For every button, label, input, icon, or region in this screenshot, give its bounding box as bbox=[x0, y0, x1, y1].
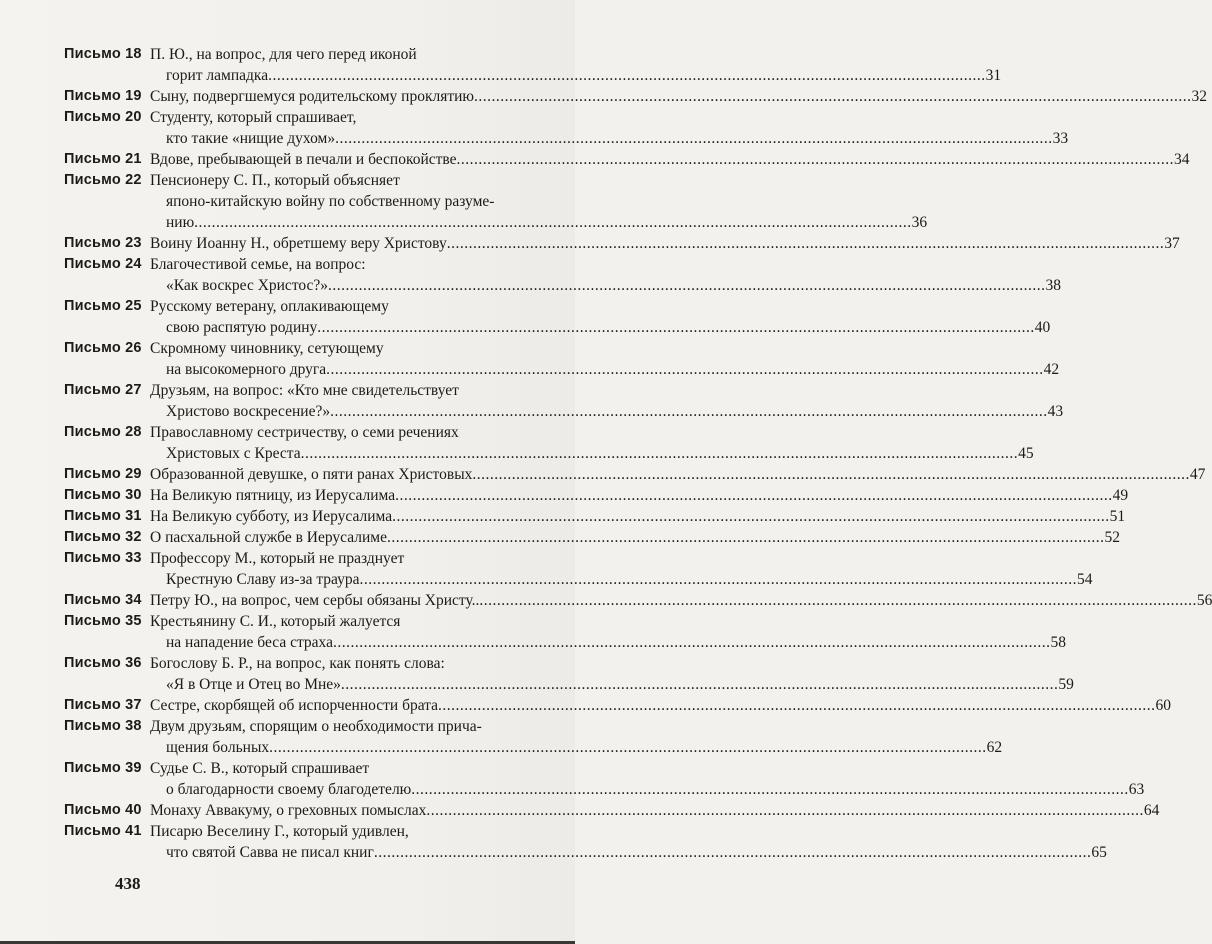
entry-label-word: Письмо bbox=[64, 487, 121, 503]
entry-number: 19 bbox=[125, 88, 142, 104]
entry-title-text: Православному сестричеству, о семи речениях bbox=[150, 424, 459, 441]
entry-page-number: 31 bbox=[985, 67, 1002, 84]
entry-label-word: Письмо bbox=[64, 88, 121, 104]
entry-title-text: Крестьянину С. И., который жалуется bbox=[150, 613, 401, 630]
entry-number: 24 bbox=[125, 256, 142, 272]
entry-title-text: Сестре, скорбящей об испорченности брата bbox=[150, 697, 439, 714]
entry-title-line bbox=[150, 233, 1180, 254]
dot-leader bbox=[301, 443, 1019, 464]
entry-number: 35 bbox=[125, 613, 142, 629]
entry-label bbox=[64, 485, 150, 506]
entry-title-text: на нападение беса страха bbox=[166, 634, 333, 651]
entry-number: 21 bbox=[125, 151, 142, 167]
entry-number: 32 bbox=[125, 529, 142, 545]
entry-page-number: 65 bbox=[1091, 844, 1107, 861]
entry-title-line bbox=[150, 632, 1066, 653]
entry-label-word: Письмо bbox=[64, 424, 121, 440]
entry-label bbox=[64, 527, 150, 548]
entry-label bbox=[64, 695, 150, 716]
toc-entry bbox=[64, 800, 1160, 821]
entry-label-word: Письмо bbox=[64, 298, 121, 314]
entry-page-number: 40 bbox=[1034, 319, 1051, 336]
dot-leader bbox=[335, 128, 1053, 149]
entry-title-line bbox=[150, 254, 514, 275]
entry-title-line bbox=[150, 170, 514, 191]
entry-number: 36 bbox=[125, 655, 142, 671]
entry-label bbox=[64, 653, 150, 674]
entry-label-word: Письмо bbox=[64, 256, 121, 272]
entry-title-text: горит лампадка bbox=[166, 67, 269, 84]
entry-number: 27 bbox=[125, 382, 142, 398]
entry-title-line bbox=[150, 149, 1190, 170]
entry-label-word: Письмо bbox=[64, 592, 121, 608]
toc-entry bbox=[64, 338, 1060, 380]
toc-entry bbox=[64, 86, 1207, 107]
entry-label bbox=[64, 506, 150, 527]
entry-title-text: Студенту, который спрашивает, bbox=[150, 109, 357, 126]
entry-label bbox=[64, 380, 150, 401]
entry-label-word: Письмо bbox=[64, 466, 121, 482]
entry-title-line bbox=[150, 485, 1129, 506]
entry-number: 23 bbox=[125, 235, 142, 251]
dot-leader bbox=[387, 527, 1105, 548]
entry-number: 25 bbox=[125, 298, 142, 314]
entry-label bbox=[64, 821, 150, 842]
entry-title-line bbox=[150, 443, 1034, 464]
entry-page-number: 59 bbox=[1058, 676, 1074, 693]
entry-title-text: Вдове, пребывающей в печали и беспокойстве bbox=[150, 151, 457, 168]
toc-entry bbox=[64, 485, 1129, 506]
dot-leader bbox=[268, 65, 986, 86]
entry-page-number: 42 bbox=[1043, 361, 1060, 378]
entry-title-line bbox=[150, 842, 1107, 863]
entry-number: 41 bbox=[125, 823, 142, 839]
dot-leader bbox=[341, 674, 1059, 695]
entry-label-word: Письмо bbox=[64, 718, 121, 734]
entry-label-word: Письмо bbox=[64, 613, 121, 629]
toc-entry bbox=[64, 422, 1034, 464]
entry-title-line bbox=[150, 191, 514, 212]
dot-leader bbox=[317, 317, 1035, 338]
entry-title-line bbox=[150, 716, 514, 737]
dot-leader bbox=[333, 632, 1051, 653]
toc-entry bbox=[64, 590, 1212, 611]
entry-page-number: 62 bbox=[986, 739, 1003, 756]
dot-leader bbox=[374, 842, 1092, 863]
entry-title-line bbox=[150, 359, 1060, 380]
entry-page-number: 60 bbox=[1155, 697, 1172, 714]
toc-entry bbox=[64, 695, 1172, 716]
entry-number: 38 bbox=[125, 718, 142, 734]
entry-title-text: Христово воскресение?» bbox=[166, 403, 331, 420]
entry-number: 18 bbox=[125, 46, 142, 62]
toc-entry bbox=[64, 170, 928, 233]
entry-title-line bbox=[150, 527, 1120, 548]
entry-title-text: Русскому ветерану, оплакивающему bbox=[150, 298, 389, 315]
entry-title-text: Христовых с Креста bbox=[166, 445, 301, 462]
entry-page-number: 45 bbox=[1018, 445, 1034, 462]
entry-title-text: Двум друзьям, спорящим о необходимости прича- bbox=[150, 718, 482, 735]
entry-page-number: 38 bbox=[1045, 277, 1062, 294]
entry-number: 20 bbox=[125, 109, 142, 125]
entry-label-word: Письмо bbox=[64, 46, 121, 62]
entry-page-number: 36 bbox=[911, 214, 928, 231]
toc-entry bbox=[64, 233, 1180, 254]
toc-entry bbox=[64, 821, 1107, 863]
dot-leader bbox=[426, 800, 1144, 821]
entry-number: 29 bbox=[125, 466, 142, 482]
entry-label-word: Письмо bbox=[64, 172, 121, 188]
page-number: 438 bbox=[115, 874, 141, 893]
entry-label-word: Письмо bbox=[64, 802, 121, 818]
entry-page-number: 34 bbox=[1174, 151, 1190, 168]
entry-page-number: 64 bbox=[1143, 802, 1160, 819]
entry-label-word: Письмо bbox=[64, 235, 121, 251]
dot-leader bbox=[360, 569, 1078, 590]
entry-number: 22 bbox=[125, 172, 142, 188]
entry-label bbox=[64, 590, 150, 611]
entry-label bbox=[64, 233, 150, 254]
entry-title-text: Судье С. В., который спрашивает bbox=[150, 760, 370, 777]
entry-title-text: Благочестивой семье, на вопрос: bbox=[150, 256, 366, 273]
entry-title-line bbox=[150, 128, 1069, 149]
entry-label bbox=[64, 758, 150, 779]
entry-title-text: Богослову Б. Р., на вопрос, как понять слова: bbox=[150, 655, 445, 672]
entry-number: 40 bbox=[125, 802, 142, 818]
entry-title-line bbox=[150, 65, 1002, 86]
toc-entry bbox=[64, 296, 1051, 338]
entry-label-word: Письмо bbox=[64, 340, 121, 356]
entry-title-text: Пенсионеру С. П., который объясняет bbox=[150, 172, 400, 189]
entry-title-text: На Великую пятницу, из Иерусалима bbox=[150, 487, 396, 504]
toc-entry bbox=[64, 611, 1066, 653]
entry-number: 37 bbox=[125, 697, 142, 713]
entry-title-text: Петру Ю., на вопрос, чем сербы обязаны Христу.. bbox=[150, 592, 480, 609]
entry-label bbox=[64, 296, 150, 317]
entry-title-line bbox=[150, 275, 1062, 296]
entry-label bbox=[64, 149, 150, 170]
toc-entry bbox=[64, 653, 1074, 695]
entry-page-number: 37 bbox=[1164, 235, 1180, 252]
entry-page-number: 63 bbox=[1128, 781, 1145, 798]
entry-number: 33 bbox=[125, 550, 142, 566]
entry-number: 30 bbox=[125, 487, 142, 503]
entry-label bbox=[64, 44, 150, 65]
entry-title-line bbox=[150, 800, 1160, 821]
entry-title-text: кто такие «нищие духом» bbox=[166, 130, 336, 147]
entry-title-line bbox=[150, 296, 514, 317]
entry-title-text: П. Ю., на вопрос, для чего перед иконой bbox=[150, 46, 417, 63]
entry-number: 34 bbox=[125, 592, 142, 608]
entry-label bbox=[64, 170, 150, 191]
entry-title-line bbox=[150, 821, 514, 842]
entry-label bbox=[64, 548, 150, 569]
toc-entry bbox=[64, 44, 1002, 86]
dot-leader bbox=[411, 779, 1129, 800]
entry-label bbox=[64, 464, 150, 485]
entry-title-text: Сыну, подвергшемуся родительскому проклятию bbox=[150, 88, 474, 105]
entry-number: 39 bbox=[125, 760, 142, 776]
entry-title-text: Воину Иоанну Н., обретшему веру Христову bbox=[150, 235, 447, 252]
entry-page-number: 33 bbox=[1052, 130, 1069, 147]
dot-leader bbox=[479, 590, 1197, 611]
entry-label-word: Письмо bbox=[64, 655, 121, 671]
entry-label bbox=[64, 716, 150, 737]
toc-entry bbox=[64, 548, 1093, 590]
entry-title-line bbox=[150, 464, 1206, 485]
entry-label bbox=[64, 254, 150, 275]
entry-label bbox=[64, 338, 150, 359]
entry-title-text: Профессору М., который не празднует bbox=[150, 550, 405, 567]
entry-number: 31 bbox=[125, 508, 142, 524]
toc-entry bbox=[64, 464, 1206, 485]
entry-title-line bbox=[150, 569, 1093, 590]
toc-entry bbox=[64, 254, 1062, 296]
entry-label bbox=[64, 422, 150, 443]
entry-page-number: 49 bbox=[1112, 487, 1129, 504]
entry-title-line bbox=[150, 380, 514, 401]
entry-page-number: 51 bbox=[1109, 508, 1126, 525]
entry-title-text: «Я в Отце и Отец во Мне» bbox=[166, 676, 341, 693]
entry-title-line bbox=[150, 317, 1051, 338]
entry-title-line bbox=[150, 590, 1212, 611]
dot-leader bbox=[194, 212, 912, 233]
toc-entry bbox=[64, 527, 1120, 548]
entry-title-line bbox=[150, 548, 514, 569]
entry-label-word: Письмо bbox=[64, 382, 121, 398]
dot-leader bbox=[269, 737, 987, 758]
entry-title-text: о благодарности своему благодетелю bbox=[166, 781, 412, 798]
entry-title-text: «Как воскрес Христос?» bbox=[166, 277, 329, 294]
dot-leader bbox=[474, 86, 1192, 107]
entry-page-number: 54 bbox=[1077, 571, 1093, 588]
entry-title-text: свою распятую родину bbox=[166, 319, 318, 336]
dot-leader bbox=[392, 506, 1110, 527]
entry-number: 28 bbox=[125, 424, 142, 440]
toc-entry bbox=[64, 506, 1126, 527]
entry-page-number: 32 bbox=[1191, 88, 1207, 105]
entry-label bbox=[64, 611, 150, 632]
entry-page-number: 47 bbox=[1189, 466, 1206, 483]
entry-title-text: что святой Савва не писал книг bbox=[166, 844, 374, 861]
entry-label-word: Письмо bbox=[64, 823, 121, 839]
toc-entry bbox=[64, 380, 1064, 422]
dot-leader bbox=[447, 233, 1165, 254]
entry-label-word: Письмо bbox=[64, 760, 121, 776]
entry-title-line bbox=[150, 86, 1207, 107]
dot-leader bbox=[326, 359, 1044, 380]
dot-leader bbox=[438, 695, 1156, 716]
dot-leader bbox=[472, 464, 1190, 485]
entry-title-line bbox=[150, 695, 1172, 716]
entry-title-line bbox=[150, 506, 1126, 527]
toc-entry bbox=[64, 716, 1003, 758]
entry-label-word: Письмо bbox=[64, 109, 121, 125]
entry-label-word: Письмо bbox=[64, 508, 121, 524]
entry-title-line bbox=[150, 611, 514, 632]
entry-title-line bbox=[150, 737, 1003, 758]
entry-number: 26 bbox=[125, 340, 142, 356]
entry-title-line bbox=[150, 653, 514, 674]
entry-title-text: Друзьям, на вопрос: «Кто мне свидетельствует bbox=[150, 382, 459, 399]
entry-title-line bbox=[150, 758, 514, 779]
dot-leader bbox=[457, 149, 1175, 170]
entry-page-number: 58 bbox=[1050, 634, 1066, 651]
entry-label-word: Письмо bbox=[64, 550, 121, 566]
entry-title-line bbox=[150, 107, 514, 128]
entry-label-word: Письмо bbox=[64, 697, 121, 713]
entry-title-line bbox=[150, 401, 1064, 422]
entry-label bbox=[64, 86, 150, 107]
entry-title-line bbox=[150, 44, 514, 65]
entry-page-number: 52 bbox=[1104, 529, 1120, 546]
entry-title-text: На Великую субботу, из Иерусалима bbox=[150, 508, 393, 525]
dot-leader bbox=[330, 401, 1048, 422]
entry-title-line bbox=[150, 422, 514, 443]
entry-title-text: на высокомерного друга bbox=[166, 361, 327, 378]
dot-leader bbox=[328, 275, 1046, 296]
entry-title-text: Крестную Славу из-за траура bbox=[166, 571, 360, 588]
table-of-contents bbox=[64, 44, 1212, 863]
entry-page-number: 43 bbox=[1047, 403, 1064, 420]
entry-title-line bbox=[150, 674, 1074, 695]
entry-label-word: Письмо bbox=[64, 529, 121, 545]
entry-page-number: 56 bbox=[1196, 592, 1212, 609]
entry-title-text: Писарю Веселину Г., который удивлен, bbox=[150, 823, 409, 840]
toc-entry bbox=[64, 758, 1145, 800]
entry-title-text: Образованной девушке, о пяти ранах Христовых bbox=[150, 466, 473, 483]
entry-title-text: нию bbox=[166, 214, 195, 231]
toc-entry bbox=[64, 107, 1069, 149]
entry-title-text: Монаху Аввакуму, о греховных помыслах bbox=[150, 802, 427, 819]
entry-title-text: О пасхальной службе в Иерусалиме bbox=[150, 529, 387, 546]
entry-title-text: японо-китайскую войну по собственному разуме- bbox=[166, 193, 495, 210]
entry-title-text: Скромному чиновнику, сетующему bbox=[150, 340, 384, 357]
entry-title-line bbox=[150, 338, 514, 359]
entry-label-word: Письмо bbox=[64, 151, 121, 167]
entry-title-text: щения больных bbox=[166, 739, 270, 756]
toc-entry bbox=[64, 149, 1190, 170]
entry-label bbox=[64, 107, 150, 128]
dot-leader bbox=[395, 485, 1113, 506]
entry-title-line bbox=[150, 779, 1145, 800]
entry-label bbox=[64, 800, 150, 821]
entry-title-line bbox=[150, 212, 928, 233]
